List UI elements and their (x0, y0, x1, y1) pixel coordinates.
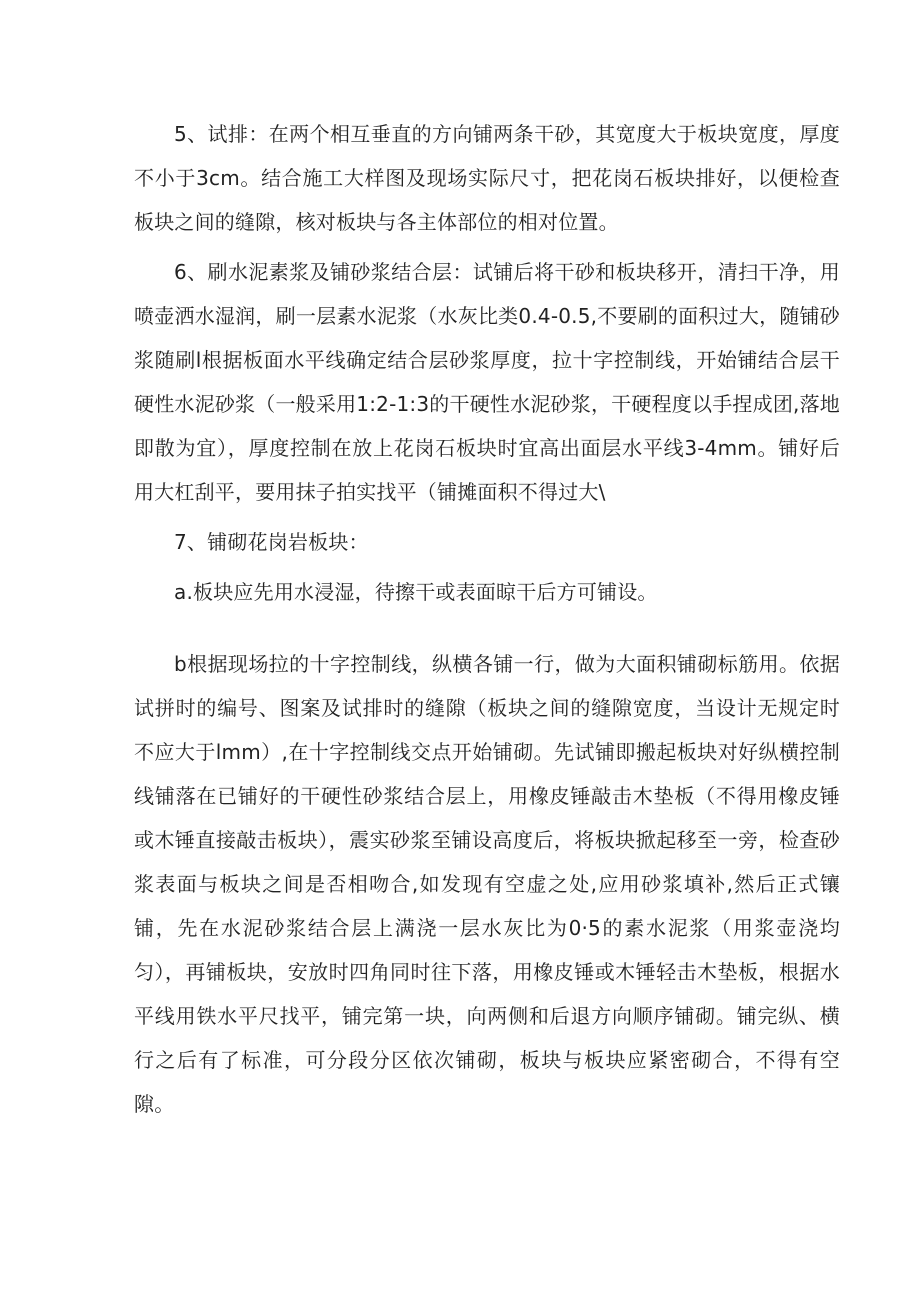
paragraph-step-6: 6、刷水泥素浆及铺砂浆结合层：试铺后将干砂和板块移开，清扫干净，用喷壶洒水湿润，刷一层素水泥浆（水灰比类0.4-0.5,不要刷的面积过大，随铺砂浆随刷l根据板面水平线确定结合层砂浆厚度，拉十字控制线，开始铺结合层干硬性水泥砂浆（一般采用1:2-1:3的干硬性水泥砂浆，干硬程度以手捏成团,落地即散为宜），厚度控制在放上花岗石板块时宜高出面层水平线3-4mm。铺好后用大杠刮平，要用抹子拍实找平（铺摊面积不得过大\ (134, 260, 840, 504)
paragraph-step-7a: a.板块应先用水浸湿，待擦干或表面晾干后方可铺设。 (174, 580, 658, 604)
document-page (134, 112, 840, 1126)
paragraph-step-7b: b根据现场拉的十字控制线，纵横各铺一行，做为大面积铺砌标筋用。依据试拼时的编号、图案及试排时的缝隙（板块之间的缝隙宽度，当设计无规定时不应大于lmm）,在十字控制线交点开始铺砌。先试铺即搬起板块对好纵横控制线铺落在已铺好的干硬性砂浆结合层上，用橡皮锤敲击木垫板（不得用橡皮锤或木锤直接敲击板块），震实砂浆至铺设高度后，将板块掀起移至一旁，检查砂浆表面与板块之间是否相吻合,如发现有空虚之处,应用砂浆填补,然后正式镶铺，先在水泥砂浆结合层上满浇一层水灰比为0·5的素水泥浆（用浆壶浇均匀），再铺板块，安放时四角同时往下落，用橡皮锤或木锤轻击木垫板，根据水平线用铁水平尺找平，铺完第一块，向两侧和后退方向顺序铺砌。铺完纵、横行之后有了标准，可分段分区依次铺砌，板块与板块应紧密砌合，不得有空隙。 (134, 652, 840, 1116)
paragraph-step-5: 5、试排：在两个相互垂直的方向铺两条干砂，其宽度大于板块宽度，厚度不小于3cm。结合施工大样图及现场实际尺寸，把花岗石板块排好，以便检查板块之间的缝隙，核对板块与各主体部位的相对位置。 (134, 122, 840, 234)
paragraph-step-7-heading: 7、铺砌花岗岩板块： (174, 530, 369, 554)
